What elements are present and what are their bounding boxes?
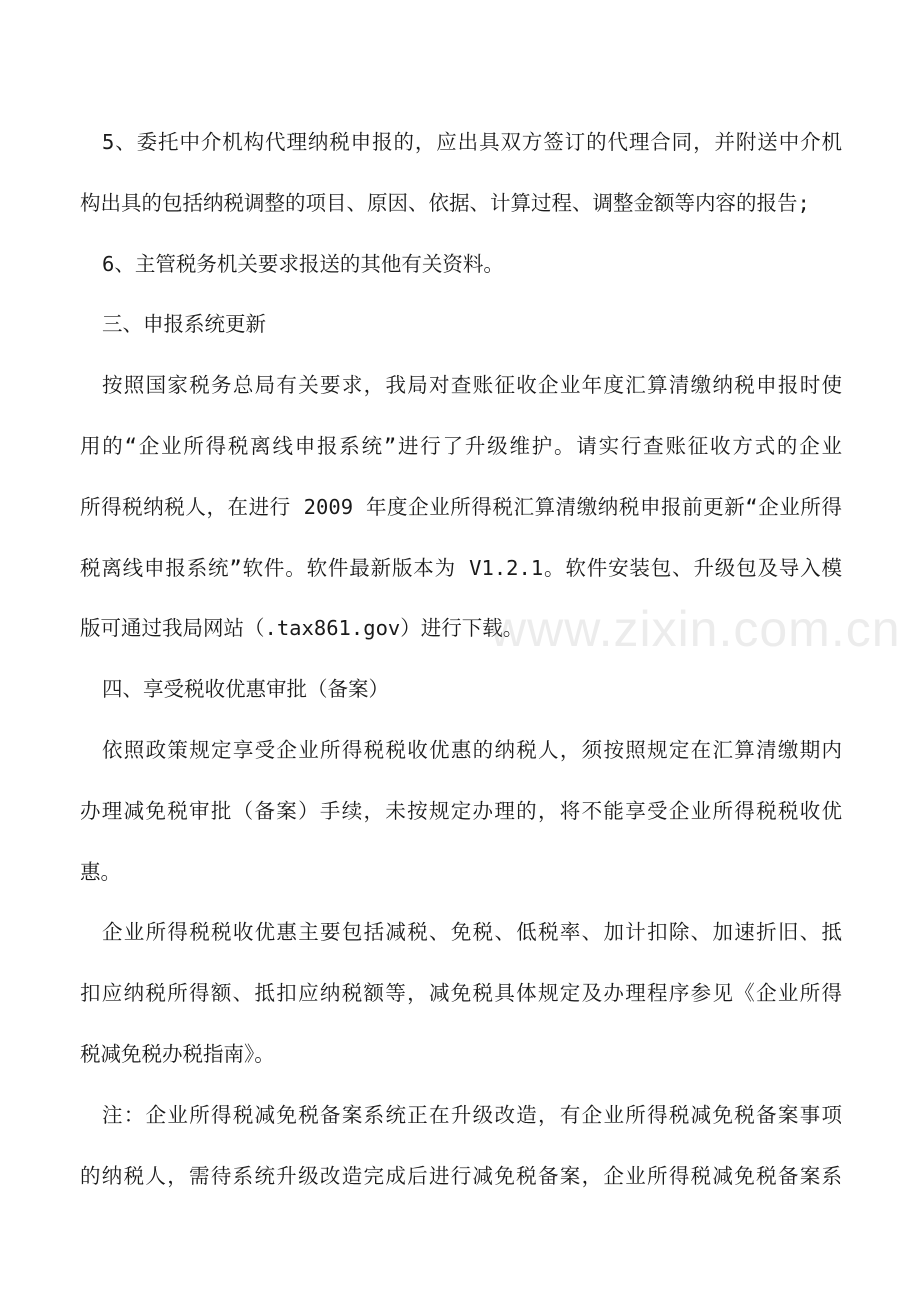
text-line: 5、委托中介机构代理纳税申报的，应出具双方签订的代理合同，并附送中介机 [102, 130, 842, 154]
text-line: 版可通过我局网站（.tax861.gov）进行下载。 [80, 616, 524, 641]
text-line: 惠。 [80, 859, 121, 884]
text-line: 6、主管税务机关要求报送的其他有关资料。 [102, 251, 504, 276]
text-line: 用的“企业所得税离线申报系统”进行了升级维护。请实行查账征收方式的企业 [80, 433, 842, 458]
text-line: 构出具的包括纳税调整的项目、原因、依据、计算过程、调整金额等内容的报告; [80, 190, 810, 215]
text-line: 注：企业所得税减免税备案系统正在升级改造，有企业所得税减免税备案事项 [102, 1102, 842, 1127]
text-line: 依照政策规定享受企业所得税税收优惠的纳税人，须按照规定在汇算清缴期内 [102, 737, 842, 762]
text-line: 企业所得税税收优惠主要包括减税、免税、低税率、加计扣除、加速折旧、抵 [102, 920, 842, 945]
document-body [80, 112, 842, 1206]
text-line: 按照国家税务总局有关要求，我局对查账征收企业年度汇算清缴纳税申报时使 [102, 373, 842, 398]
watermark: www.zixin.com.cn [490, 601, 901, 657]
text-line: 四、享受税收优惠审批（备案） [102, 677, 389, 702]
text-line: 税减免税办税指南》。 [80, 1041, 275, 1066]
text-line: 扣应纳税所得额、抵扣应纳税额等，减免税具体规定及办理程序参见《企业所得 [80, 981, 842, 1006]
text-line: 办理减免税审批（备案）手续，未按规定办理的，将不能享受企业所得税税收优 [80, 798, 842, 823]
text-line: 三、申报系统更新 [102, 312, 266, 337]
text-line: 所得税纳税人，在进行 2009 年度企业所得税汇算清缴纳税申报前更新“企业所得 [80, 494, 842, 519]
text-line: 税离线申报系统”软件。软件最新版本为 V1.2.1。软件安装包、升级包及导入模 [80, 555, 842, 580]
text-line: 的纳税人，需待系统升级改造完成后进行减免税备案，企业所得税减免税备案系 [80, 1163, 842, 1188]
